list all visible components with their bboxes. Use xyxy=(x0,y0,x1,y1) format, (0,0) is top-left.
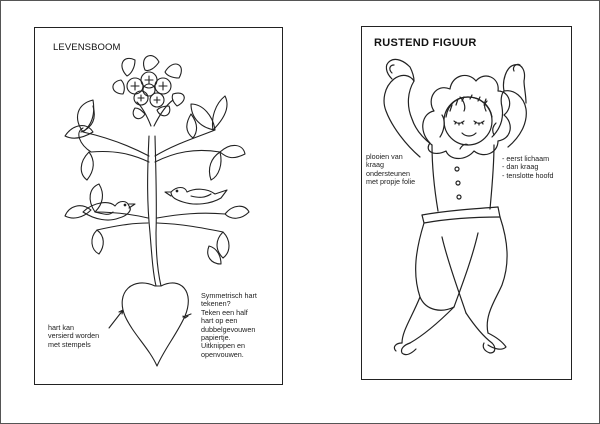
symmetric-heart-instructions: Symmetrisch hart tekenen? Teken een half hart op een dubbelgevouwen papiertje. Uitknippen en openvouwen. xyxy=(201,291,257,359)
resting-figure-drawing xyxy=(362,27,571,379)
heart-decoration-note: hart kan versierd worden met stempels xyxy=(48,323,100,349)
rustend-figuur-title: RUSTEND FIGUUR xyxy=(374,37,477,49)
levensboom-card xyxy=(34,27,283,385)
collar-support-note: plooien van kraag ondersteunen met propje folie xyxy=(366,152,416,187)
drawing-order-note: - eerst lichaam - dan kraag - tenslotte hoofd xyxy=(502,154,554,180)
rustend-figuur-card xyxy=(361,26,572,380)
levensboom-title: LEVENSBOOM xyxy=(53,42,121,53)
